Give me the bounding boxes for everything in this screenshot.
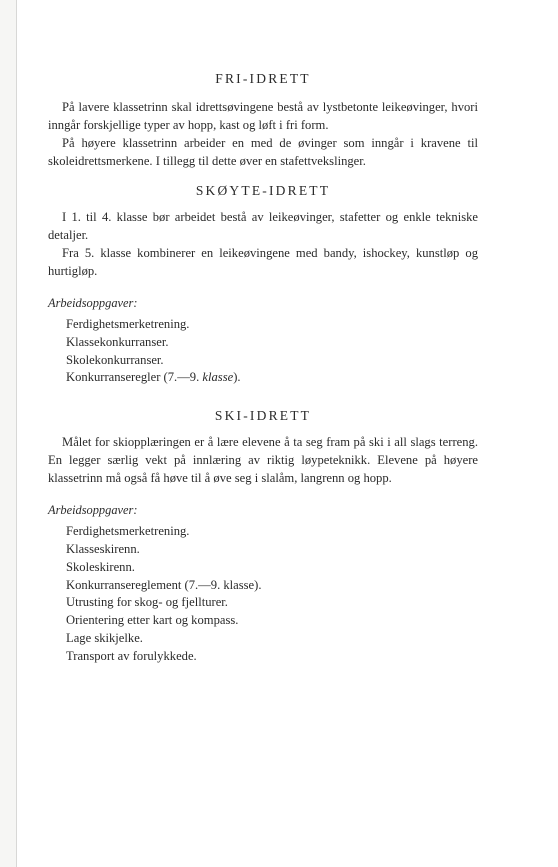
ski-paragraph-1: Målet for skiopplæringen er å lære elevene å ta seg fram på ski i all slags terreng. En legger særlig vekt på innlæring av riktig løypeteknikk. Elevene på høyere klassetrinn må også få høve til å øve seg i slalåm, langrenn og hopp. <box>48 435 478 486</box>
list-item-end: ). <box>233 370 241 385</box>
list-item: Klasseskirenn. <box>66 541 140 556</box>
list-item: Skoleskirenn. <box>66 559 135 574</box>
list-item: Klassekonkurranser. <box>66 334 169 349</box>
skoyte-tasks-list <box>48 316 478 387</box>
fri-paragraph-1: På lavere klassetrinn skal idrettsøvingene bestå av lystbetonte leikeøvinger, hvori inngår forskjellige typer av hopp, kast og løft i fri form. <box>48 100 478 132</box>
heading-skoyte-idrett: SKØYTE-IDRETT <box>195 183 331 198</box>
list-item: Utrusting for skog- og fjellturer. <box>66 595 228 610</box>
list-item-italic: klasse <box>202 370 234 385</box>
list-item: Orientering etter kart og kompass. <box>66 613 239 628</box>
list-item: Lage skikjelke. <box>66 630 143 645</box>
heading-ski-idrett: SKI-IDRETT <box>214 408 312 424</box>
skoyte-tasks-label: Arbeidsoppgaver: <box>48 296 138 310</box>
page-edge <box>16 0 17 867</box>
list-item <box>66 369 478 387</box>
list-item: Skolekonkurranser. <box>66 352 164 367</box>
list-item: Transport av forulykkede. <box>66 648 197 663</box>
fri-paragraph-2: På høyere klassetrinn arbeider en med de øvinger som inngår i kravene til skoleidrettsmerkene. I tillegg til dette øver en stafettvekslinger. <box>48 136 478 168</box>
list-item: Ferdighetsmerketrening. <box>66 524 190 539</box>
heading-fri-idrett: FRI-IDRETT <box>215 71 311 86</box>
ski-tasks-label: Arbeidsoppgaver: <box>48 503 138 518</box>
skoyte-paragraph-1: I 1. til 4. klasse bør arbeidet bestå av leikeøvinger, stafetter og enkle tekniske detaljer. <box>48 210 478 242</box>
list-item: Konkurransereglement (7.—9. klasse). <box>66 577 262 592</box>
list-item: Ferdighetsmerketrening. <box>66 317 190 331</box>
document-body <box>48 70 478 666</box>
skoyte-paragraph-2: Fra 5. klasse kombinerer en leikeøvingene med bandy, ishockey, kunstløp og hurtigløp. <box>48 246 478 278</box>
ski-tasks-list <box>48 523 478 665</box>
list-item-text: Konkurranseregler (7.—9. <box>66 370 200 385</box>
